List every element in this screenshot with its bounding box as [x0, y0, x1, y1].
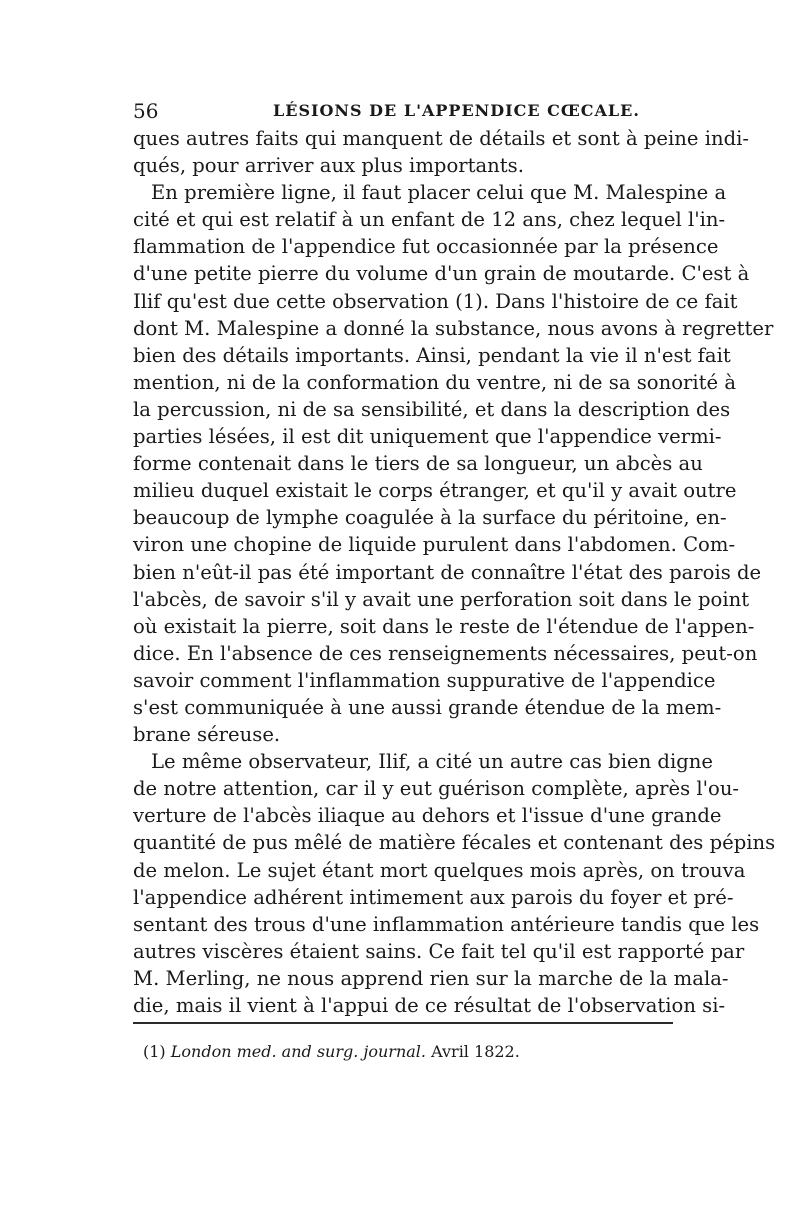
- text-line: forme contenait dans le tiers de sa longueur, un abcès au: [133, 452, 703, 476]
- text-line: sentant des trous d'une inflammation antérieure tandis que les: [133, 912, 760, 936]
- text-line: cité et qui est relatif à un enfant de 12 ans, chez lequel l'in-: [133, 208, 726, 232]
- text-line: brane séreuse.: [133, 723, 281, 747]
- text-line: dice. En l'absence de ces renseignements nécessaires, peut-on: [133, 641, 758, 665]
- text-line: la percussion, ni de sa sensibilité, et dans la description des: [133, 397, 731, 421]
- body-text: [133, 125, 776, 1019]
- footnote-divider: [133, 1022, 673, 1024]
- text-line: de melon. Le sujet étant mort quelques mois après, on trouva: [133, 858, 746, 882]
- text-line: savoir comment l'inflammation suppurative de l'appendice: [133, 668, 716, 692]
- page-number: 56: [133, 99, 159, 123]
- text-line: d'une petite pierre du volume d'un grain de moutarde. C'est à: [133, 262, 750, 286]
- text-line: l'appendice adhérent intimement aux parois du foyer et pré-: [133, 885, 734, 909]
- running-title: LÉSIONS DE L'APPENDICE CŒCALE.: [273, 101, 640, 120]
- text-line: quantité de pus mêlé de matière fécales et contenant des pépins: [133, 831, 776, 855]
- text-line: de notre attention, car il y eut guérison complète, après l'ou-: [133, 777, 740, 801]
- text-line: ques autres faits qui manquent de détails et sont à peine indi-: [133, 127, 750, 150]
- text-line: viron une chopine de liquide purulent dans l'abdomen. Com-: [133, 533, 736, 557]
- text-line: l'abcès, de savoir s'il y avait une perforation soit dans le point: [133, 587, 750, 611]
- text-line: verture de l'abcès iliaque au dehors et l'issue d'une grande: [133, 804, 722, 828]
- text-line: En première ligne, il faut placer celui que M. Malespine a: [151, 181, 727, 205]
- page-header: [133, 96, 673, 126]
- text-line: parties lésées, il est dit uniquement que l'appendice vermi-: [133, 425, 722, 449]
- footnote: [143, 1040, 663, 1064]
- text-line: dont M. Malespine a donné la substance, nous avons à regretter: [133, 316, 774, 340]
- footnote-source: London med. and surg. journal.: [170, 1042, 426, 1061]
- text-line: flammation de l'appendice fut occasionnée par la présence: [133, 235, 719, 259]
- text-line: mention, ni de la conformation du ventre, ni de sa sonorité à: [133, 370, 737, 394]
- footnote-date: Avril 1822.: [431, 1042, 520, 1061]
- text-line: beaucoup de lymphe coagulée à la surface du péritoine, en-: [133, 506, 727, 530]
- text-line: M. Merling, ne nous apprend rien sur la marche de la mala-: [133, 966, 729, 990]
- text-line: Le même observateur, Ilif, a cité un autre cas bien digne: [151, 750, 713, 774]
- text-line: Ilif qu'est due cette observation (1). Dans l'histoire de ce fait: [133, 289, 738, 313]
- text-line: s'est communiquée à une aussi grande étendue de la mem-: [133, 695, 722, 719]
- text-line: qués, pour arriver aux plus importants.: [133, 154, 524, 178]
- text-line: autres viscères étaient sains. Ce fait tel qu'il est rapporté par: [133, 939, 745, 963]
- text-line: bien des détails importants. Ainsi, pendant la vie il n'est fait: [133, 343, 731, 367]
- text-line: die, mais il vient à l'appui de ce résultat de l'observation si-: [133, 994, 726, 1017]
- text-line: milieu duquel existait le corps étranger, et qu'il y avait outre: [133, 479, 737, 503]
- text-line: où existait la pierre, soit dans le reste de l'étendue de l'appen-: [133, 614, 755, 638]
- text-line: bien n'eût-il pas été important de connaître l'état des parois de: [133, 560, 762, 584]
- footnote-marker: (1): [143, 1042, 166, 1061]
